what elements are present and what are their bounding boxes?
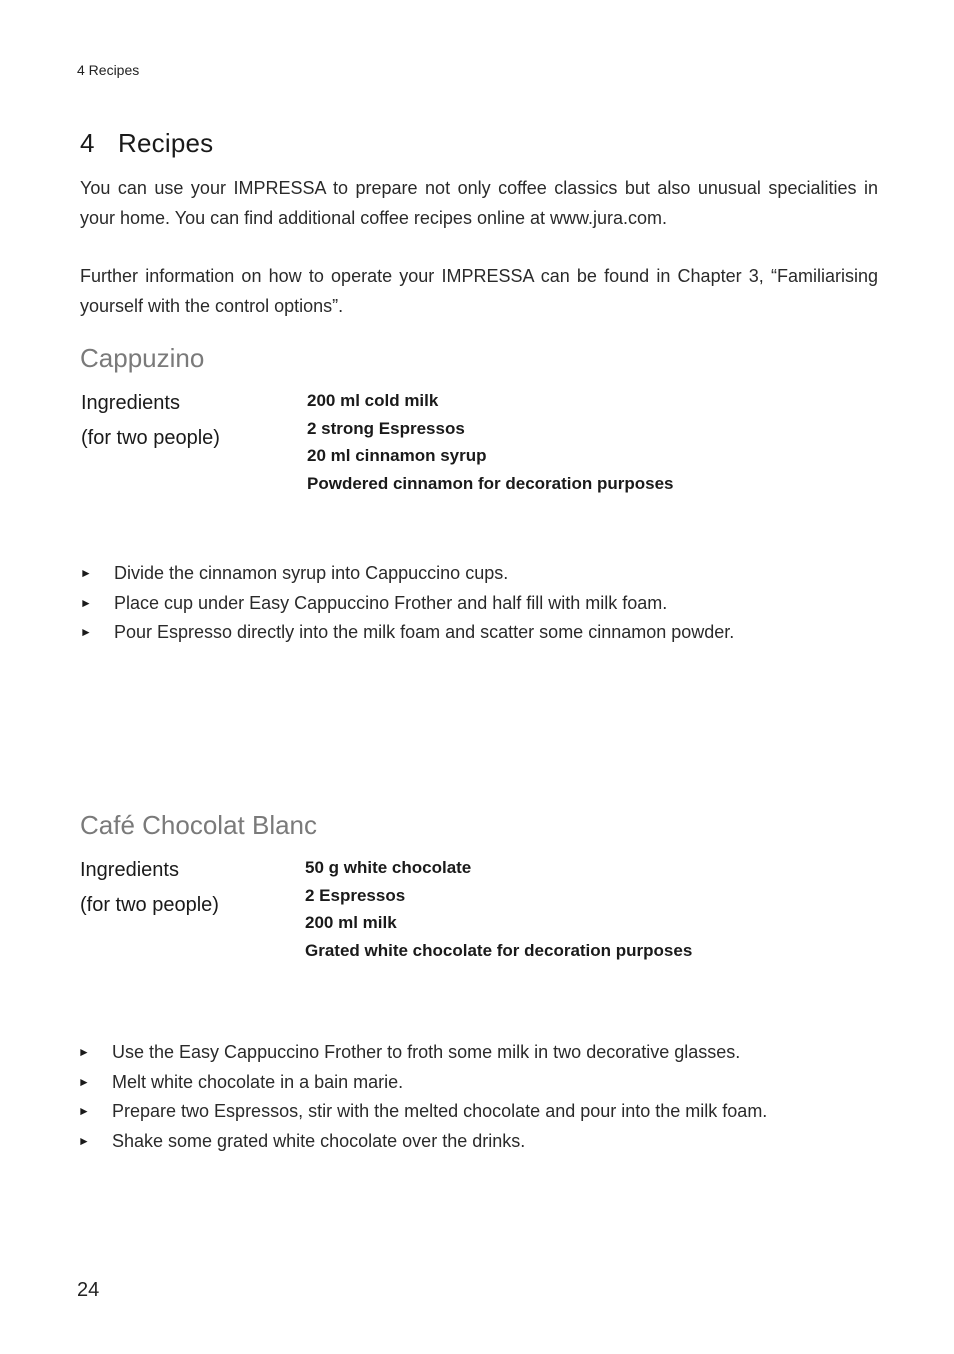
step-text: Prepare two Espressos, stir with the melted chocolate and pour into the milk foam. — [112, 1101, 768, 1121]
chapter-title-text: Recipes — [118, 128, 214, 158]
ingredient-item: 2 Espressos — [305, 885, 406, 905]
step-text: Pour Espresso directly into the milk foam and scatter some cinnamon powder. — [114, 622, 735, 642]
triangle-right-icon: ► — [78, 1104, 90, 1118]
ingredients-label — [80, 853, 219, 923]
recipe-title-cappuzino: Cappuzino — [80, 343, 205, 373]
steps-list — [78, 1038, 767, 1156]
ingredients-label — [81, 386, 220, 456]
triangle-right-icon: ► — [80, 625, 92, 639]
step-item — [78, 1127, 767, 1157]
ingredients-list — [305, 854, 692, 964]
ingredients-label-line2: (for two people) — [81, 427, 220, 449]
ingredient-item: 200 ml milk — [305, 913, 397, 932]
recipe-title-cafe-chocolat-blanc: Café Chocolat Blanc — [80, 810, 318, 840]
step-item — [80, 589, 734, 619]
step-item — [78, 1068, 767, 1098]
step-item — [78, 1097, 767, 1127]
triangle-right-icon: ► — [78, 1045, 90, 1059]
step-text: Shake some grated white chocolate over the drinks. — [112, 1130, 526, 1151]
ingredient-item: 50 g white chocolate — [305, 858, 472, 877]
page-number: 24 — [77, 1279, 100, 1301]
triangle-right-icon: ► — [80, 566, 92, 580]
chapter-number: 4 — [80, 128, 95, 158]
ingredients-label-line2: (for two people) — [80, 894, 219, 916]
step-text: Use the Easy Cappuccino Frother to froth some milk in two decorative glasses. — [112, 1042, 741, 1062]
ingredients-list — [307, 387, 674, 497]
ingredient-item: Grated white chocolate for decoration purposes — [305, 940, 693, 960]
ingredient-item: 20 ml cinnamon syrup — [307, 446, 487, 465]
steps-list — [80, 559, 734, 648]
ingredient-item: 200 ml cold milk — [307, 391, 439, 410]
chapter-title — [80, 128, 213, 159]
intro-paragraph: You can use your IMPRESSA to prepare not only coffee classics but also unusual specialities in your home. You can find additional coffee recipes online at www.jura.com. — [80, 178, 878, 228]
ingredient-item: 2 strong Espressos — [307, 418, 465, 438]
step-item — [80, 559, 734, 589]
triangle-right-icon: ► — [78, 1133, 90, 1148]
step-item — [78, 1038, 767, 1068]
step-item — [80, 618, 734, 648]
triangle-right-icon: ► — [78, 1074, 90, 1089]
step-text: Place cup under Easy Cappuccino Frother and half fill with milk foam. — [114, 592, 668, 613]
running-header: 4 Recipes — [77, 62, 140, 78]
ingredients-label-line1: Ingredients — [80, 859, 179, 881]
ingredient-item: Powdered cinnamon for decoration purposes — [307, 473, 674, 493]
info-paragraph: Further information on how to operate your IMPRESSA can be found in Chapter 3, “Familiarising yourself with the control options”. — [80, 266, 878, 316]
step-text: Divide the cinnamon syrup into Cappuccino cups. — [114, 563, 509, 583]
step-text: Melt white chocolate in a bain marie. — [112, 1071, 404, 1092]
ingredients-label-line1: Ingredients — [81, 392, 180, 414]
triangle-right-icon: ► — [80, 595, 92, 610]
